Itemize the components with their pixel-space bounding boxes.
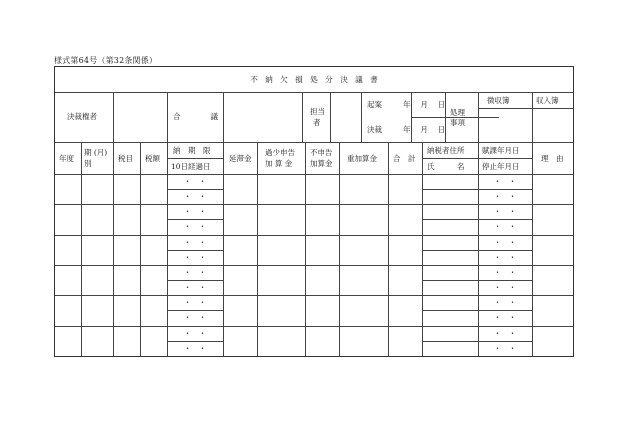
date-placeholder: ・ ・ bbox=[183, 222, 207, 231]
column-line bbox=[305, 142, 306, 356]
decided-label: 決裁 bbox=[367, 125, 382, 134]
row-divider bbox=[55, 265, 573, 266]
col-due-date: 10日経過日 bbox=[171, 162, 211, 171]
date-placeholder: ・ ・ bbox=[183, 192, 207, 201]
half-row-divider bbox=[422, 341, 532, 342]
date-placeholder: ・ ・ bbox=[493, 298, 517, 307]
col-no-filing: 加算金 bbox=[310, 159, 333, 168]
council-label: 合 議 bbox=[173, 112, 218, 121]
col-under-report: 加 算 金 bbox=[265, 159, 293, 168]
row-divider bbox=[55, 204, 573, 205]
header-split-due bbox=[167, 158, 223, 159]
half-row-divider bbox=[167, 280, 223, 281]
half-row-divider bbox=[422, 250, 532, 251]
col-taxpayer-name: 氏 名 bbox=[427, 162, 465, 171]
col-period: 別 bbox=[84, 159, 92, 168]
date-placeholder: ・ ・ bbox=[183, 283, 207, 292]
resolution-form bbox=[54, 66, 574, 357]
staff-label: 担当 bbox=[310, 107, 325, 116]
column-line bbox=[167, 142, 168, 356]
ledger-income-label: 収入簿 bbox=[536, 96, 559, 105]
date-placeholder: ・ ・ bbox=[493, 192, 517, 201]
header-divider bbox=[55, 174, 573, 175]
approval-line bbox=[113, 92, 114, 142]
process-label: 処理 bbox=[450, 108, 465, 117]
form-title: 不 納 欠 損 処 分 決 議 書 bbox=[250, 75, 378, 84]
approval-line bbox=[223, 92, 224, 142]
date-placeholder: ・ ・ bbox=[493, 222, 517, 231]
col-total: 合 計 bbox=[393, 154, 416, 163]
ledger-split bbox=[478, 108, 573, 109]
half-row-divider bbox=[167, 189, 223, 190]
col-period: 期 (月) bbox=[84, 148, 108, 157]
date-placeholder: ・ ・ bbox=[493, 253, 517, 262]
row-divider bbox=[55, 326, 573, 327]
col-due-date: 納 期 限 bbox=[173, 146, 211, 155]
staff-label: 者 bbox=[313, 118, 321, 127]
column-line bbox=[532, 142, 533, 356]
col-year: 年度 bbox=[59, 154, 74, 163]
approval-line bbox=[478, 92, 479, 142]
column-line bbox=[113, 142, 114, 356]
date-placeholder: ・ ・ bbox=[183, 268, 207, 277]
drafted-date: 年 月 日 bbox=[403, 100, 446, 109]
authority-label: 決裁権者 bbox=[67, 112, 97, 121]
col-taxpayer-address: 納税者住所 bbox=[427, 146, 465, 155]
date-placeholder: ・ ・ bbox=[493, 329, 517, 338]
row-divider bbox=[55, 295, 573, 296]
col-tax-amount: 税額 bbox=[145, 154, 160, 163]
date-placeholder: ・ ・ bbox=[183, 298, 207, 307]
date-placeholder: ・ ・ bbox=[183, 207, 207, 216]
half-row-divider bbox=[422, 219, 532, 220]
date-placeholder: ・ ・ bbox=[183, 313, 207, 322]
half-row-divider bbox=[167, 219, 223, 220]
date-placeholder: ・ ・ bbox=[493, 283, 517, 292]
decided-date: 年 月 日 bbox=[403, 125, 446, 134]
row-divider bbox=[55, 235, 573, 236]
drafted-label: 起案 bbox=[367, 100, 382, 109]
approval-line bbox=[167, 92, 168, 142]
column-line bbox=[257, 142, 258, 356]
date-placeholder: ・ ・ bbox=[493, 268, 517, 277]
half-row-divider bbox=[167, 310, 223, 311]
date-placeholder: ・ ・ bbox=[183, 253, 207, 262]
title-divider bbox=[55, 92, 573, 93]
half-row-divider bbox=[167, 341, 223, 342]
date-placeholder: ・ ・ bbox=[183, 329, 207, 338]
approval-line bbox=[532, 92, 533, 142]
date-placeholder: ・ ・ bbox=[493, 344, 517, 353]
date-placeholder: ・ ・ bbox=[493, 177, 517, 186]
col-heavy-add: 重加算金 bbox=[347, 154, 377, 163]
col-late-fee: 延滞金 bbox=[229, 154, 252, 163]
column-line bbox=[223, 142, 224, 356]
date-placeholder: ・ ・ bbox=[183, 344, 207, 353]
date-placeholder: ・ ・ bbox=[183, 177, 207, 186]
col-assessment-date: 賦課年月日 bbox=[482, 146, 520, 155]
col-tax-item: 税目 bbox=[118, 154, 133, 163]
process-label: 事項 bbox=[450, 118, 465, 127]
half-row-divider bbox=[422, 280, 532, 281]
col-reason: 理 由 bbox=[541, 154, 564, 163]
approval-line bbox=[361, 92, 362, 142]
header-split-addr bbox=[422, 158, 532, 159]
column-line bbox=[140, 142, 141, 356]
col-under-report: 過少申告 bbox=[265, 148, 295, 157]
half-row-divider bbox=[422, 310, 532, 311]
approval-line bbox=[330, 92, 331, 142]
col-suspension-date: 停止年月日 bbox=[482, 162, 520, 171]
approval-divider bbox=[55, 142, 573, 143]
column-line bbox=[422, 142, 423, 356]
date-placeholder: ・ ・ bbox=[493, 207, 517, 216]
col-no-filing: 不申告 bbox=[310, 148, 333, 157]
half-row-divider bbox=[422, 189, 532, 190]
column-line bbox=[478, 142, 479, 356]
date-placeholder: ・ ・ bbox=[493, 313, 517, 322]
column-line bbox=[388, 142, 389, 356]
approval-line bbox=[302, 92, 303, 142]
column-line bbox=[339, 142, 340, 356]
column-line bbox=[81, 142, 82, 356]
form-caption: 様式第64号（第32条関係） bbox=[54, 56, 158, 65]
date-placeholder: ・ ・ bbox=[493, 238, 517, 247]
half-row-divider bbox=[167, 250, 223, 251]
date-placeholder: ・ ・ bbox=[183, 238, 207, 247]
ledger-collection-label: 徴収簿 bbox=[487, 96, 510, 105]
